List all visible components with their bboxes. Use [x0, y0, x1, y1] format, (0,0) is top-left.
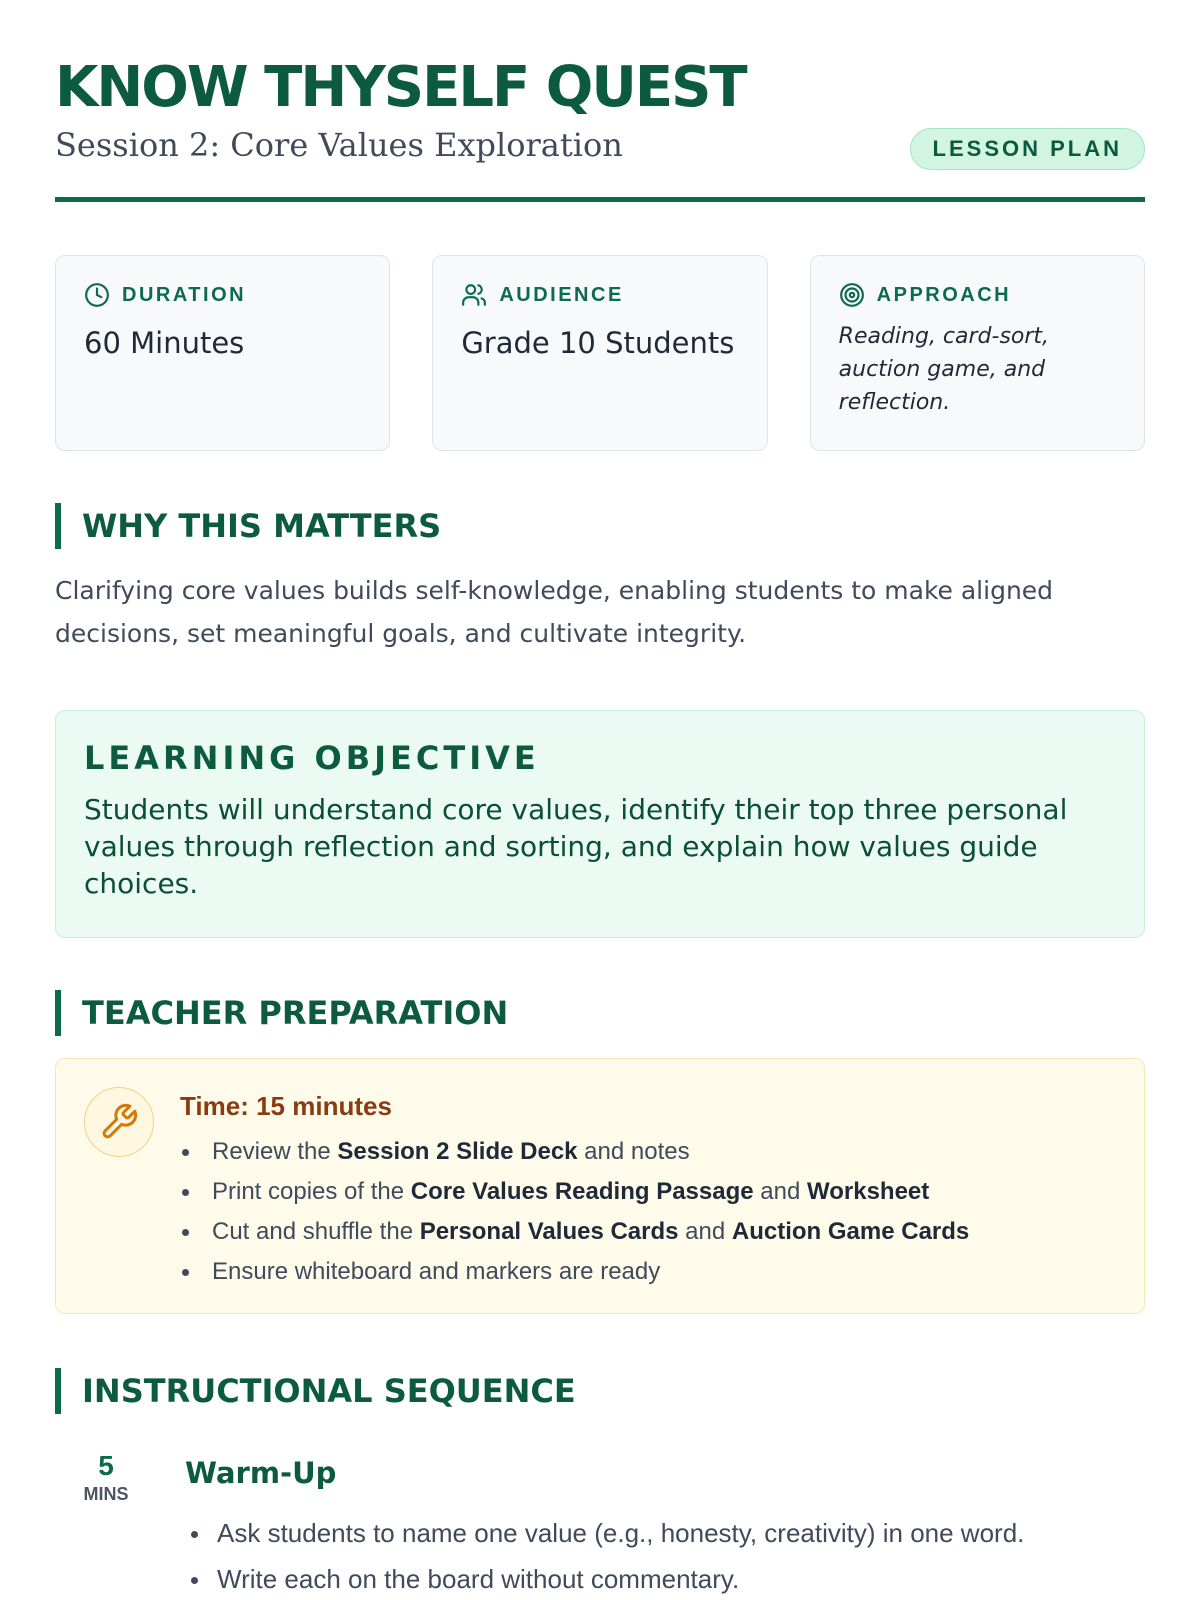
teacher-prep-box	[55, 1058, 1145, 1314]
list-item	[180, 1212, 969, 1252]
prep-item-text: Cut and shuffle the	[212, 1218, 420, 1245]
prep-item-text: and notes	[577, 1138, 690, 1165]
target-icon	[839, 282, 865, 308]
step-list	[185, 1510, 1145, 1600]
prep-time: Time: 15 minutes	[180, 1091, 392, 1121]
duration-card	[55, 255, 390, 451]
list-item: Write each on the board without commentary.	[185, 1556, 1145, 1600]
approach-card	[810, 255, 1145, 451]
audience-label: AUDIENCE	[499, 283, 624, 306]
learning-objective-box	[55, 710, 1145, 938]
duration-label: DURATION	[122, 283, 247, 306]
why-text: Clarifying core values builds self-knowledge, enabling students to make aligned decisions, set meaningful goals, and cultivate integrity.	[55, 576, 1054, 648]
prep-item-bold: Core Values Reading Passage	[410, 1178, 754, 1205]
page-title: KNOW THYSELF QUEST	[55, 55, 746, 120]
header	[55, 0, 1145, 202]
list-item	[180, 1172, 969, 1212]
list-item	[180, 1132, 969, 1172]
prep-item-text: Print copies of the	[212, 1178, 411, 1205]
sequence-step	[55, 1450, 1145, 1600]
prep-list	[180, 1132, 969, 1292]
prep-item-bold: Auction Game Cards	[731, 1218, 970, 1245]
step-duration	[55, 1450, 185, 1600]
objective-text: Students will understand core values, identify their top three personal values through reflection and sorting, and explain how values guide choices.	[84, 793, 1068, 900]
audience-card	[432, 255, 767, 451]
wrench-icon	[84, 1087, 154, 1157]
why-heading: WHY THIS MATTERS	[55, 503, 1145, 549]
prep-content	[180, 1087, 969, 1285]
step-minutes-unit: MINS	[83, 1484, 129, 1504]
prep-item-text: Ensure whiteboard and markers are ready	[212, 1258, 661, 1285]
prep-item-bold: Worksheet	[807, 1178, 930, 1205]
approach-card-header	[839, 282, 1116, 308]
objective-heading: LEARNING OBJECTIVE	[84, 739, 540, 777]
list-item: Ask students to name one value (e.g., honesty, creativity) in one word.	[185, 1510, 1145, 1556]
prep-heading: TEACHER PREPARATION	[55, 990, 1145, 1036]
list-item	[180, 1252, 969, 1292]
audience-card-header	[461, 282, 738, 308]
prep-item-text: and	[753, 1178, 807, 1205]
approach-label: APPROACH	[876, 283, 1012, 306]
prep-item-text: and	[678, 1218, 732, 1245]
info-cards	[55, 255, 1145, 451]
prep-item-text: Review the	[212, 1138, 338, 1165]
step-minutes: 5	[98, 1450, 114, 1481]
page-subtitle: Session 2: Core Values Exploration	[55, 126, 623, 164]
sequence-heading: INSTRUCTIONAL SEQUENCE	[55, 1368, 1145, 1414]
users-icon	[461, 282, 487, 308]
prep-item-bold: Session 2 Slide Deck	[337, 1138, 578, 1165]
duration-card-header	[84, 282, 361, 308]
clock-icon	[84, 282, 110, 308]
audience-value: Grade 10 Students	[461, 326, 735, 360]
lesson-plan-badge: LESSON PLAN	[910, 128, 1145, 170]
approach-value: Reading, card-sort, auction game, and reflection.	[838, 324, 1050, 415]
step-body	[185, 1450, 1145, 1600]
duration-value: 60 Minutes	[84, 326, 245, 360]
prep-item-bold: Personal Values Cards	[419, 1218, 679, 1245]
step-title: Warm-Up	[185, 1456, 337, 1490]
